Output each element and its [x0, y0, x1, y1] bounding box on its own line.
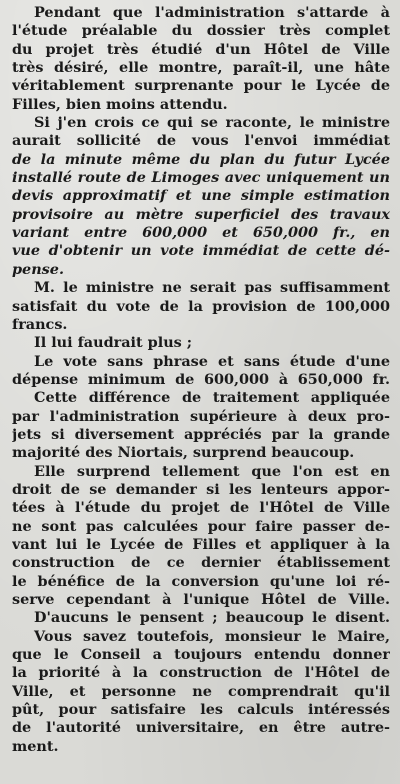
text-line: construction de ce dernier établissement: [12, 554, 390, 572]
text-line: francs.: [12, 315, 68, 333]
text-line: Vous savez toutefois, monsieur le Maire,: [34, 627, 390, 645]
paragraph-8: [12, 609, 390, 627]
paragraph-5: [12, 353, 390, 390]
text-line-italic: devis approximatif et une simple estimation: [12, 187, 390, 205]
text-line: M. le ministre ne serait pas suffisamment: [34, 279, 390, 297]
paragraph-3: [12, 279, 390, 334]
text-line: très désiré, elle montre, paraît-il, une hâte: [12, 59, 390, 77]
text-line: satisfait du vote de la provision de 100,000: [12, 297, 390, 315]
text-line-italic: variant entre 600,000 et 650,000 fr., en: [12, 224, 390, 242]
text-line: Elle surprend tellement que l'on est en: [34, 462, 390, 480]
text-line: que le Conseil a toujours entendu donner: [12, 646, 390, 664]
text-line: par l'administration supérieure à deux pro-: [12, 407, 390, 425]
text-line: le bénéfice de la conversion qu'une loi ré-: [12, 572, 390, 590]
text-line: tées à l'étude du projet de l'Hôtel de Ville: [12, 499, 390, 517]
text-line: véritablement surprenante pour le Lycée de: [12, 77, 390, 95]
text-line: Le vote sans phrase et sans étude d'une: [34, 352, 390, 370]
text-line: de l'autorité universitaire, en être autre-: [12, 719, 390, 737]
paragraph-9: [12, 628, 390, 756]
text-line: ment.: [12, 737, 59, 755]
text-line: du projet très étudié d'un Hôtel de Ville: [12, 40, 390, 58]
text-line: Si j'en crois ce qui se raconte, le ministre: [34, 114, 390, 132]
paragraph-6: [12, 389, 390, 462]
text-line: dépense minimum de 600,000 à 650,000 fr.: [12, 370, 390, 388]
text-line: aurait sollicité de vous l'envoi immédiat: [12, 132, 390, 150]
text-line: vant lui le Lycée de Filles et appliquer à la: [12, 535, 390, 553]
text-line-italic: installé route de Limoges avec uniquement un: [12, 169, 390, 187]
text-line: serve cependant à l'unique Hôtel de Ville.: [12, 591, 390, 608]
paragraph-1: [12, 4, 390, 114]
text-line: D'aucuns le pensent ; beaucoup le disent.: [34, 609, 390, 627]
text-line: jets si diversement appréciés par la grande: [12, 425, 390, 443]
text-line: Cette différence de traitement appliquée: [34, 389, 390, 407]
text-line-italic: provisoire au mètre superficiel des travaux: [12, 205, 390, 223]
paragraph-7: [12, 463, 390, 610]
text-line: droit de se demander si les lenteurs appor-: [12, 480, 390, 498]
text-line: Il lui faudrait plus ;: [34, 334, 193, 352]
text-line: majorité des Niortais, surprend beaucoup.: [12, 444, 355, 462]
text-line: ne sont pas calculées pour faire passer de-: [12, 517, 390, 535]
text-line-italic: vue d'obtenir un vote immédiat de cette dé-: [12, 242, 390, 260]
text-line: Pendant que l'administration s'attarde à: [34, 4, 390, 21]
text-line: Filles, bien moins attendu.: [12, 95, 228, 113]
text-line-italic: de la minute même du plan du futur Lycée: [12, 150, 390, 168]
text-line: la priorité à la construction de l'Hôtel de: [12, 664, 390, 682]
text-line: l'étude préalable du dossier très complet: [12, 22, 390, 40]
text-line: Ville, et personne ne comprendrait qu'il: [12, 682, 390, 700]
text-line: pût, pour satisfaire les calculs intéressés: [12, 701, 390, 719]
paragraph-2: [12, 114, 390, 279]
paragraph-4: [12, 334, 390, 352]
text-line-italic: pense.: [12, 260, 64, 278]
article-text: [12, 4, 390, 756]
